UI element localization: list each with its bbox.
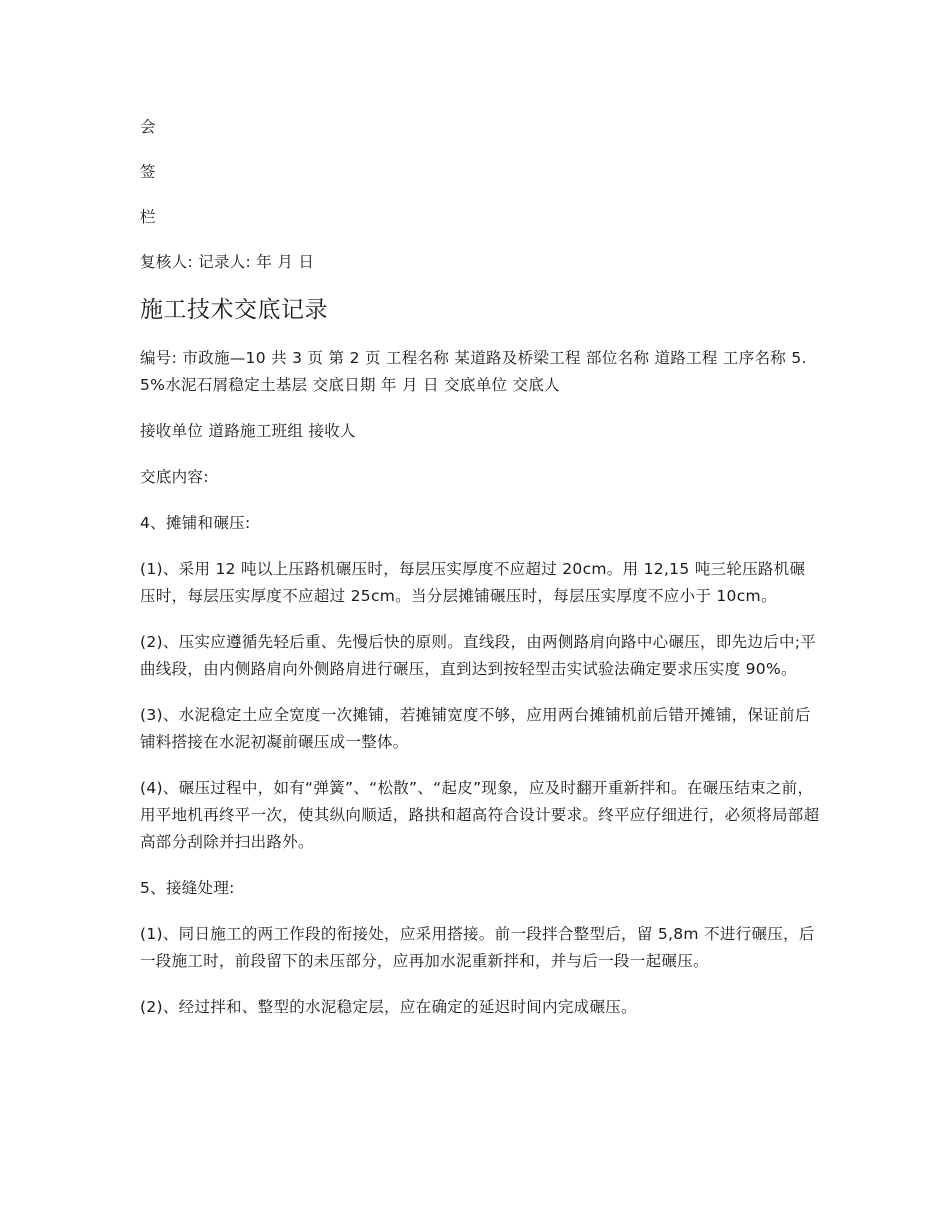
section-5-item-1: (1)、同日施工的两工作段的衔接处，应采用搭接。前一段拌合整型后，留 5,8m 不进行碾压，后一段施工时，前段留下的未压部分，应再加水泥重新拌和，并与后一段一起碾压。 bbox=[140, 925, 815, 970]
section-4-item-3: (3)、水泥稳定土应全宽度一次摊铺，若摊铺宽度不够，应用两台摊铺机前后错开摊铺，保证前后铺料搭接在水泥初凝前碾压成一整体。 bbox=[140, 706, 811, 751]
section-4-item-2: (2)、压实应遵循先轻后重、先慢后快的原则。直线段，由两侧路肩向路中心碾压，即先边后中;平曲线段，由内侧路肩向外侧路肩进行碾压，直到达到按轻型击实试验法确定要求压实度 90%。 bbox=[140, 633, 817, 678]
section-4-item-4: (4)、碾压过程中，如有“弹簧”、“松散”、“起皮”现象，应及时翻开重新拌和。在碾压结束之前，用平地机再终平一次，使其纵向顺适，路拱和超高符合设计要求。终平应仔细进行，必须将局部超高部分刮除并扫出路外。 bbox=[140, 779, 820, 851]
section-5-item-2: (2)、经过拌和、整型的水泥稳定层，应在确定的延迟时间内完成碾压。 bbox=[140, 998, 637, 1016]
content-label: 交底内容: bbox=[140, 468, 209, 486]
signoff-line-1: 会 bbox=[140, 118, 156, 136]
reviewer-recorder-line: 复核人: 记录人: 年 月 日 bbox=[140, 253, 315, 271]
signoff-line-3: 栏 bbox=[140, 208, 156, 226]
receiver-line: 接收单位 道路施工班组 接收人 bbox=[140, 422, 356, 440]
document-title: 施工技术交底记录 bbox=[140, 297, 328, 323]
section-4-heading: 4、摊铺和碾压: bbox=[140, 514, 251, 532]
section-5-heading: 5、接缝处理: bbox=[140, 879, 235, 897]
header-info: 编号: 市政施—10 共 3 页 第 2 页 工程名称 某道路及桥梁工程 部位名称 道路工程 工序名称 5.5%水泥石屑稳定土基层 交底日期 年 月 日 交底单位 交底人 bbox=[140, 349, 807, 394]
document-page bbox=[140, 114, 820, 1040]
signoff-line-2: 签 bbox=[140, 163, 156, 181]
section-4-item-1: (1)、采用 12 吨以上压路机碾压时，每层压实厚度不应超过 20cm。用 12,15 吨三轮压路机碾压时，每层压实厚度不应超过 25cm。当分层摊铺碾压时，每层压实厚度不应小于 10cm。 bbox=[140, 560, 806, 605]
